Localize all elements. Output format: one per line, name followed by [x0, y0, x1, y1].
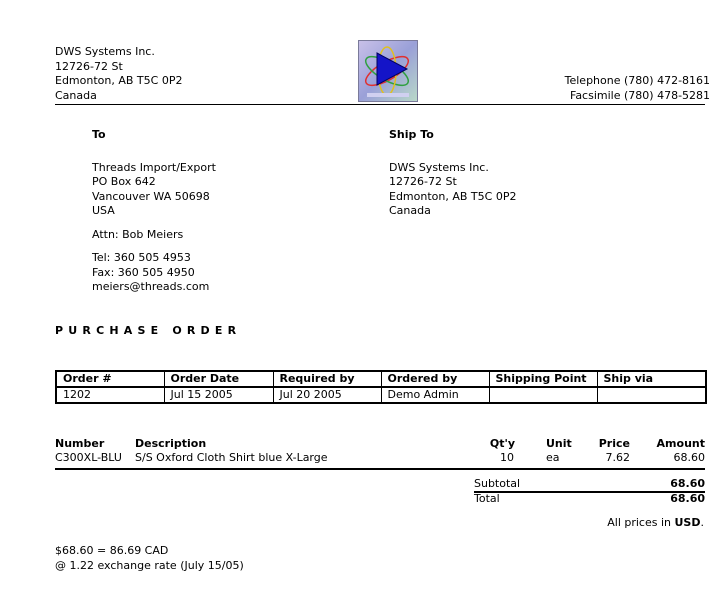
telephone-value: (780) 472-8161 — [624, 74, 711, 87]
ordered-by-value: Demo Admin — [381, 387, 489, 403]
header-divider — [55, 104, 705, 105]
amount-header: Amount — [656, 437, 705, 450]
ordered-by-header: Ordered by — [381, 371, 489, 387]
item-description: S/S Oxford Cloth Shirt blue X-Large — [135, 451, 328, 464]
subtotal-label: Subtotal — [474, 477, 521, 490]
price-note-text: All prices in — [607, 516, 675, 529]
to-tel: Tel: 360 505 4953 — [92, 251, 191, 264]
to-email: meiers@threads.com — [92, 280, 210, 293]
exchange-rate-note — [55, 544, 244, 573]
qty-header: Qt'y — [489, 437, 515, 450]
fax-row — [561, 88, 711, 104]
to-attn: Attn: Bob Meiers — [92, 227, 184, 241]
subtotal-value: 68.60 — [670, 477, 705, 490]
fx-conversion: $68.60 = 86.69 CAD — [55, 544, 169, 557]
ship-to-heading: Ship To — [389, 128, 434, 141]
required-by-header: Required by — [273, 371, 381, 387]
price-note-currency: USD — [674, 516, 701, 529]
to-address-2: Vancouver WA 50698 — [92, 189, 210, 203]
ship-to-name: DWS Systems Inc. — [389, 160, 489, 174]
order-date-header: Order Date — [164, 371, 273, 387]
company-name: DWS Systems Inc. — [55, 45, 155, 58]
unit-header: Unit — [546, 437, 572, 450]
to-address-1: PO Box 642 — [92, 175, 156, 188]
price-note-period: . — [700, 516, 704, 529]
ship-to-address-block — [389, 128, 669, 219]
price-currency-note — [607, 516, 704, 529]
company-contact — [561, 74, 711, 103]
price-header: Price — [598, 437, 630, 450]
total-row — [474, 492, 705, 506]
item-qty: 10 — [500, 451, 514, 464]
total-label: Total — [474, 492, 500, 505]
required-by-value: Jul 20 2005 — [273, 387, 381, 403]
to-heading: To — [92, 128, 106, 141]
ship-to-country: Canada — [389, 204, 431, 217]
company-logo — [358, 40, 418, 102]
description-header: Description — [135, 437, 207, 450]
order-table-row — [56, 387, 706, 403]
item-unit: ea — [546, 451, 560, 464]
items-header-row — [55, 437, 705, 451]
ship-to-street: 12726-72 St — [389, 175, 457, 188]
telephone-label: Telephone — [564, 74, 621, 87]
company-country: Canada — [55, 88, 97, 102]
ship-to-city: Edmonton, AB T5C 0P2 — [389, 189, 517, 203]
ship-via-value — [597, 387, 706, 403]
shipping-point-header: Shipping Point — [489, 371, 597, 387]
fax-label: Facsimile — [570, 88, 621, 102]
order-date-value: Jul 15 2005 — [164, 387, 273, 403]
to-name: Threads Import/Export — [92, 160, 216, 174]
items-divider — [55, 468, 705, 470]
item-amount: 68.60 — [673, 451, 705, 464]
company-street: 12726-72 St — [55, 59, 123, 73]
order-table-header-row — [56, 371, 706, 387]
item-number: C300XL-BLU — [55, 451, 122, 464]
item-price: 7.62 — [605, 451, 630, 464]
ship-via-header: Ship via — [597, 371, 706, 387]
fax-value: (780) 478-5281 — [624, 88, 711, 102]
order-number-value: 1202 — [56, 387, 164, 403]
company-city: Edmonton, AB T5C 0P2 — [55, 74, 183, 87]
document-title: PURCHASE ORDER — [55, 324, 242, 337]
to-address-block — [92, 128, 372, 295]
order-info-table — [55, 370, 707, 404]
to-country: USA — [92, 204, 115, 217]
to-fax: Fax: 360 505 4950 — [92, 265, 195, 279]
fx-rate: @ 1.22 exchange rate (July 15/05) — [55, 558, 244, 572]
atom-play-logo-icon — [359, 41, 417, 101]
number-header: Number — [55, 437, 105, 450]
table-row — [55, 451, 705, 465]
subtotal-row — [474, 477, 705, 491]
company-address — [55, 45, 182, 103]
order-number-header: Order # — [56, 371, 164, 387]
shipping-point-value — [489, 387, 597, 403]
total-value: 68.60 — [670, 492, 705, 505]
telephone-row — [561, 74, 711, 89]
